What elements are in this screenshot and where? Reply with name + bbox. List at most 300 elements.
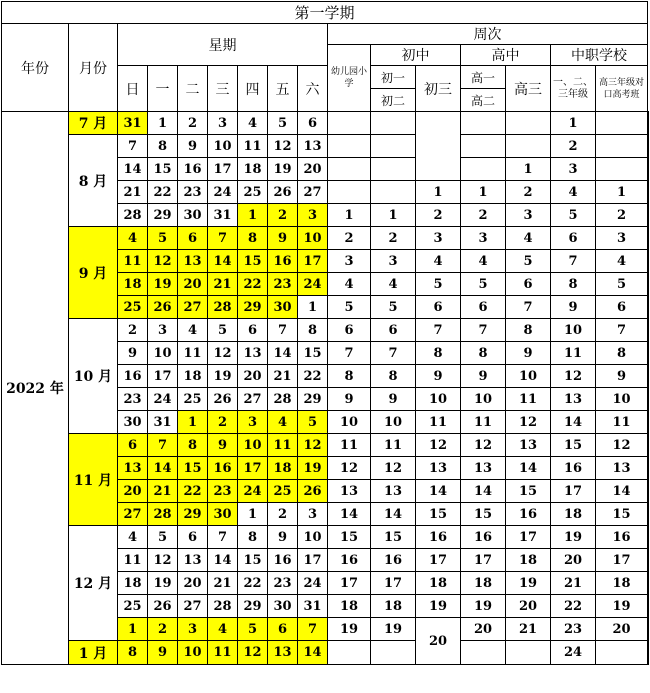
day-cell-fri: 16 <box>268 250 298 273</box>
week-cell-senior-g3: 14 <box>506 457 551 480</box>
week-cell-senior-g3: 11 <box>506 388 551 411</box>
week-cell-undefined <box>648 181 649 204</box>
table-row <box>2 135 649 158</box>
week-cell-senior-g3: 12 <box>506 411 551 434</box>
day-cell-sat: 24 <box>298 572 328 595</box>
day-cell-thu: 8 <box>238 227 268 250</box>
day-cell-wed: 14 <box>208 549 238 572</box>
week-cell-junior-g3: 3 <box>416 227 461 250</box>
day-cell-thu: 22 <box>238 273 268 296</box>
week-cell-junior-g3: 8 <box>416 342 461 365</box>
week-cell-vocational-exam-class: 18 <box>596 572 648 595</box>
week-cell-junior-g3: 6 <box>416 296 461 319</box>
day-cell-sat: 17 <box>298 250 328 273</box>
week-cell-junior-g1-g2: 14 <box>371 503 416 526</box>
day-cell-thu: 22 <box>238 572 268 595</box>
day-cell-thu: 18 <box>238 158 268 181</box>
day-cell-tue: 29 <box>178 503 208 526</box>
week-cell-vocational-g123: 22 <box>551 595 596 618</box>
day-cell-mon: 19 <box>148 572 178 595</box>
day-cell-sun: 18 <box>118 572 148 595</box>
week-cell-vocational-g123: 16 <box>551 457 596 480</box>
day-cell-mon: 28 <box>148 503 178 526</box>
week-cell-undefined <box>648 434 649 457</box>
week-cell-junior-g1-g2: 4 <box>371 273 416 296</box>
week-cell-senior-g3: 4 <box>506 227 551 250</box>
day-cell-wed: 7 <box>208 227 238 250</box>
day-cell-tue: 6 <box>178 227 208 250</box>
day-cell-mon: 5 <box>148 526 178 549</box>
kindergarten-primary-header: 幼儿园小学 <box>328 45 371 112</box>
week-cell-vocational-g123: 3 <box>551 158 596 181</box>
day-cell-sat: 12 <box>298 434 328 457</box>
week-cell-junior-g3: 9 <box>416 365 461 388</box>
week-cell-vocational-exam-class: 13 <box>596 457 648 480</box>
week-cell-vocational-g123: 13 <box>551 388 596 411</box>
week-cell-undefined <box>648 135 649 158</box>
day-cell-thu: 29 <box>238 296 268 319</box>
week-cell-vocational-g123: 5 <box>551 204 596 227</box>
week-cell-senior-g1-g2: 9 <box>461 365 506 388</box>
day-cell-mon: 15 <box>148 158 178 181</box>
week-cell-junior-g1-g2: 19 <box>371 618 416 641</box>
week-cell-vocational-exam-class: 2 <box>596 204 648 227</box>
week-cell-vocational-g123: 4 <box>551 181 596 204</box>
week-cell-kindergarten-primary <box>328 158 371 181</box>
week-cell-senior-g1-g2 <box>461 641 506 665</box>
week-cell-undefined <box>648 319 649 342</box>
day-cell-sun: 20 <box>118 480 148 503</box>
day-cell-sun: 25 <box>118 595 148 618</box>
week-cell-junior-g3: 5 <box>416 273 461 296</box>
week-cell-junior-g3: 1 <box>416 181 461 204</box>
day-cell-sun: 11 <box>118 549 148 572</box>
week-cell-junior-g3: 19 <box>416 595 461 618</box>
day-cell-thu: 25 <box>238 181 268 204</box>
day-cell-sat: 26 <box>298 480 328 503</box>
table-row <box>2 227 649 250</box>
day-cell-fri: 25 <box>268 480 298 503</box>
day-cell-thu: 24 <box>238 480 268 503</box>
week-cell-kindergarten-primary <box>328 135 371 158</box>
day-cell-mon: 31 <box>148 411 178 434</box>
table-row <box>2 319 649 342</box>
day-cell-wed: 24 <box>208 181 238 204</box>
week-cell-senior-g3: 6 <box>506 273 551 296</box>
day-cell-tue: 20 <box>178 572 208 595</box>
week-cell-vocational-exam-class <box>596 112 648 135</box>
day-cell-thu: 13 <box>238 342 268 365</box>
day-cell-wed: 21 <box>208 273 238 296</box>
week-cell-junior-g1-g2: 5 <box>371 296 416 319</box>
week-cell-vocational-exam-class: 8 <box>596 342 648 365</box>
day-cell-mon: 12 <box>148 250 178 273</box>
week-cell-kindergarten-primary: 5 <box>328 296 371 319</box>
week-cell-junior-g1-g2: 16 <box>371 549 416 572</box>
day-cell-thu: 15 <box>238 250 268 273</box>
week-cell-senior-g1-g2 <box>461 112 506 135</box>
day-cell-sun: 14 <box>118 158 148 181</box>
weekday-sat: 六 <box>298 66 328 112</box>
week-cell-junior-g3: 13 <box>416 457 461 480</box>
week-cell-senior-g3: 2 <box>506 181 551 204</box>
day-cell-mon: 26 <box>148 595 178 618</box>
week-cell-vocational-exam-class: 1 <box>596 181 648 204</box>
week-cell-vocational-g123: 21 <box>551 572 596 595</box>
day-cell-mon: 22 <box>148 181 178 204</box>
day-cell-thu: 6 <box>238 319 268 342</box>
table-row <box>2 434 649 457</box>
week-cell-senior-g1-g2: 11 <box>461 411 506 434</box>
week-cell-junior-g1-g2: 15 <box>371 526 416 549</box>
day-cell-sat: 29 <box>298 388 328 411</box>
day-cell-wed: 2 <box>208 411 238 434</box>
day-cell-fri: 26 <box>268 181 298 204</box>
day-cell-wed: 9 <box>208 434 238 457</box>
day-cell-mon: 1 <box>148 112 178 135</box>
day-cell-sat: 20 <box>298 158 328 181</box>
week-cell-vocational-g123: 14 <box>551 411 596 434</box>
day-cell-fri: 30 <box>268 595 298 618</box>
week-cell-undefined <box>648 365 649 388</box>
junior-high-header: 初中 <box>371 45 461 66</box>
day-cell-tue: 1 <box>178 411 208 434</box>
week-cell-vocational-exam-class: 6 <box>596 296 648 319</box>
week-cell-undefined <box>648 388 649 411</box>
year-label: 2022 年 <box>2 112 69 665</box>
day-cell-thu: 4 <box>238 112 268 135</box>
day-cell-mon: 14 <box>148 457 178 480</box>
week-cell-senior-g3: 16 <box>506 503 551 526</box>
week-cell-junior-g1-g2 <box>371 641 416 665</box>
day-cell-wed: 11 <box>208 641 238 665</box>
week-cell-senior-g1-g2: 1 <box>461 181 506 204</box>
week-cell-senior-g3: 9 <box>506 342 551 365</box>
day-cell-fri: 23 <box>268 572 298 595</box>
day-cell-mon: 7 <box>148 434 178 457</box>
month-label: 9 月 <box>69 227 118 319</box>
day-cell-sun: 30 <box>118 411 148 434</box>
week-cell-junior-g1-g2: 18 <box>371 595 416 618</box>
week-cell-senior-g1-g2: 17 <box>461 549 506 572</box>
week-cell-vocational-exam-class <box>596 135 648 158</box>
week-cell-senior-g1-g2 <box>461 135 506 158</box>
day-cell-sat: 8 <box>298 319 328 342</box>
week-cell-undefined <box>648 204 649 227</box>
week-cell-junior-g3: 7 <box>416 319 461 342</box>
day-cell-wed: 28 <box>208 595 238 618</box>
week-cell-senior-g1-g2: 12 <box>461 434 506 457</box>
day-cell-wed: 16 <box>208 457 238 480</box>
day-cell-wed: 21 <box>208 572 238 595</box>
day-cell-fri: 23 <box>268 273 298 296</box>
day-cell-wed: 23 <box>208 480 238 503</box>
week-cell-vocational-exam-class: 9 <box>596 365 648 388</box>
week-cell-senior-g1-g2: 19 <box>461 595 506 618</box>
month-label: 7 月 <box>69 112 118 135</box>
week-cell-junior-g1-g2: 6 <box>371 319 416 342</box>
month-label: 11 月 <box>69 434 118 526</box>
day-cell-fri: 18 <box>268 457 298 480</box>
table-row <box>2 641 649 665</box>
week-cell-undefined <box>648 641 649 665</box>
week-cell-senior-g3: 13 <box>506 434 551 457</box>
day-cell-fri: 6 <box>268 618 298 641</box>
week-cell-vocational-g123: 15 <box>551 434 596 457</box>
day-cell-thu: 29 <box>238 595 268 618</box>
weekday-wed: 三 <box>208 66 238 112</box>
day-cell-wed: 28 <box>208 296 238 319</box>
week-cell-vocational-g123: 8 <box>551 273 596 296</box>
day-cell-tue: 3 <box>178 618 208 641</box>
day-cell-fri: 5 <box>268 112 298 135</box>
week-cell-junior-g1-g2: 10 <box>371 411 416 434</box>
week-cell-kindergarten-primary <box>328 641 371 665</box>
week-cell-senior-g1-g2: 4 <box>461 250 506 273</box>
week-cell-kindergarten-primary: 4 <box>328 273 371 296</box>
day-cell-thu: 11 <box>238 135 268 158</box>
table-row <box>2 526 649 549</box>
week-cell-kindergarten-primary: 3 <box>328 250 371 273</box>
week-cell-kindergarten-primary: 14 <box>328 503 371 526</box>
week-cell-vocational-g123: 9 <box>551 296 596 319</box>
week-cell-senior-g1-g2 <box>461 158 506 181</box>
week-cell-undefined <box>648 296 649 319</box>
week-cell-junior-g3: 14 <box>416 480 461 503</box>
table-title: 第一学期 <box>2 2 648 24</box>
day-cell-tue: 16 <box>178 158 208 181</box>
day-cell-sun: 8 <box>118 641 148 665</box>
week-cell-kindergarten-primary: 8 <box>328 365 371 388</box>
day-cell-fri: 2 <box>268 503 298 526</box>
week-cell-kindergarten-primary: 11 <box>328 434 371 457</box>
day-cell-wed: 3 <box>208 112 238 135</box>
week-cell-kindergarten-primary <box>328 112 371 135</box>
week-cell-vocational-g123: 19 <box>551 526 596 549</box>
weekday-tue: 二 <box>178 66 208 112</box>
day-cell-tue: 22 <box>178 480 208 503</box>
day-cell-thu: 27 <box>238 388 268 411</box>
day-cell-fri: 19 <box>268 158 298 181</box>
day-cell-sun: 25 <box>118 296 148 319</box>
week-cell-junior-g1-g2: 9 <box>371 388 416 411</box>
week-cell-vocational-exam-class: 14 <box>596 480 648 503</box>
day-cell-mon: 9 <box>148 641 178 665</box>
month-header: 月份 <box>69 24 118 112</box>
day-cell-sat: 22 <box>298 365 328 388</box>
day-cell-tue: 11 <box>178 342 208 365</box>
day-cell-sat: 15 <box>298 342 328 365</box>
week-cell-junior-g1-g2: 2 <box>371 227 416 250</box>
day-cell-sat: 6 <box>298 112 328 135</box>
day-cell-thu: 12 <box>238 641 268 665</box>
week-cell-kindergarten-primary: 18 <box>328 595 371 618</box>
vocational-grades-header: 一、二、三年级 <box>551 66 596 112</box>
day-cell-sun: 1 <box>118 618 148 641</box>
week-cell-senior-g3: 21 <box>506 618 551 641</box>
day-cell-sat: 14 <box>298 641 328 665</box>
day-cell-wed: 10 <box>208 135 238 158</box>
day-cell-thu: 10 <box>238 434 268 457</box>
week-cell-junior-g3: 4 <box>416 250 461 273</box>
week-cell-undefined <box>648 158 649 181</box>
day-cell-tue: 30 <box>178 204 208 227</box>
week-cell-kindergarten-primary <box>328 181 371 204</box>
day-cell-fri: 4 <box>268 411 298 434</box>
day-cell-sun: 18 <box>118 273 148 296</box>
week-cell-senior-g1-g2: 13 <box>461 457 506 480</box>
week-cell-senior-g1-g2: 14 <box>461 480 506 503</box>
day-cell-wed: 7 <box>208 526 238 549</box>
junior-grade3-header: 初三 <box>416 66 461 112</box>
day-cell-sun: 11 <box>118 250 148 273</box>
day-cell-thu: 5 <box>238 618 268 641</box>
day-cell-sun: 16 <box>118 365 148 388</box>
week-cell-junior-g1-g2: 8 <box>371 365 416 388</box>
week-cell-undefined <box>648 549 649 572</box>
week-cell-senior-g1-g2: 2 <box>461 204 506 227</box>
week-cell-undefined <box>648 526 649 549</box>
day-cell-sat: 17 <box>298 549 328 572</box>
week-cell-vocational-exam-class: 12 <box>596 434 648 457</box>
day-cell-wed: 19 <box>208 365 238 388</box>
week-cell-senior-g3 <box>506 135 551 158</box>
day-cell-mon: 17 <box>148 365 178 388</box>
day-cell-mon: 10 <box>148 342 178 365</box>
day-cell-thu: 20 <box>238 365 268 388</box>
month-label: 1 月 <box>69 641 118 665</box>
week-cell-undefined <box>648 227 649 250</box>
year-header: 年份 <box>2 24 69 112</box>
week-cell-junior-g1-g2: 1 <box>371 204 416 227</box>
day-cell-sat: 24 <box>298 273 328 296</box>
day-cell-sat: 3 <box>298 204 328 227</box>
day-cell-fri: 9 <box>268 526 298 549</box>
week-cell-vocational-g123: 7 <box>551 250 596 273</box>
day-cell-fri: 9 <box>268 227 298 250</box>
week-cell-junior-g3: 2 <box>416 204 461 227</box>
day-cell-tue: 13 <box>178 549 208 572</box>
table-row <box>2 112 649 135</box>
week-cell-senior-g3: 17 <box>506 526 551 549</box>
day-cell-mon: 8 <box>148 135 178 158</box>
week-cell-vocational-exam-class: 4 <box>596 250 648 273</box>
day-cell-fri: 11 <box>268 434 298 457</box>
week-cell-junior-g1-g2: 11 <box>371 434 416 457</box>
week-cell-junior-g1-g2 <box>371 135 416 158</box>
day-cell-wed: 17 <box>208 158 238 181</box>
week-cell-senior-g1-g2: 15 <box>461 503 506 526</box>
day-cell-wed: 14 <box>208 250 238 273</box>
week-cell-senior-g1-g2: 8 <box>461 342 506 365</box>
week-cell-undefined <box>648 342 649 365</box>
week-cell-kindergarten-primary: 6 <box>328 319 371 342</box>
week-cell-junior-g3: 10 <box>416 388 461 411</box>
day-cell-tue: 23 <box>178 181 208 204</box>
day-cell-tue: 2 <box>178 112 208 135</box>
week-cell-kindergarten-primary: 17 <box>328 572 371 595</box>
week-cell-junior-g1-g2: 12 <box>371 457 416 480</box>
week-cell-junior-g3 <box>416 112 461 181</box>
day-cell-sat: 10 <box>298 227 328 250</box>
day-cell-fri: 13 <box>268 641 298 665</box>
week-cell-kindergarten-primary: 2 <box>328 227 371 250</box>
week-cell-junior-g3: 16 <box>416 526 461 549</box>
school-calendar-table <box>1 1 649 665</box>
day-cell-sun: 6 <box>118 434 148 457</box>
day-cell-fri: 16 <box>268 549 298 572</box>
week-cell-junior-g3: 17 <box>416 549 461 572</box>
week-cell-vocational-g123: 1 <box>551 112 596 135</box>
day-cell-wed: 30 <box>208 503 238 526</box>
week-cell-senior-g3: 18 <box>506 549 551 572</box>
day-cell-wed: 26 <box>208 388 238 411</box>
day-cell-thu: 3 <box>238 411 268 434</box>
week-cell-senior-g3: 5 <box>506 250 551 273</box>
day-cell-sat: 19 <box>298 457 328 480</box>
weekday-fri: 五 <box>268 66 298 112</box>
day-cell-sat: 10 <box>298 526 328 549</box>
week-cell-kindergarten-primary: 1 <box>328 204 371 227</box>
day-cell-mon: 26 <box>148 296 178 319</box>
week-cell-kindergarten-primary: 16 <box>328 549 371 572</box>
week-cell-senior-g3: 3 <box>506 204 551 227</box>
week-cell-junior-g3: 12 <box>416 434 461 457</box>
week-cell-senior-g1-g2: 18 <box>461 572 506 595</box>
week-cell-undefined <box>648 411 649 434</box>
week-cell-junior-g3: 15 <box>416 503 461 526</box>
day-cell-tue: 27 <box>178 296 208 319</box>
week-count-header: 周次 <box>328 24 648 45</box>
day-cell-wed: 12 <box>208 342 238 365</box>
day-cell-wed: 31 <box>208 204 238 227</box>
weekday-sun: 日 <box>118 66 148 112</box>
week-cell-senior-g1-g2: 16 <box>461 526 506 549</box>
week-cell-vocational-exam-class <box>596 641 648 665</box>
day-cell-mon: 12 <box>148 549 178 572</box>
day-cell-sat: 1 <box>298 296 328 319</box>
day-cell-mon: 21 <box>148 480 178 503</box>
week-cell-vocational-g123: 20 <box>551 549 596 572</box>
day-cell-sun: 23 <box>118 388 148 411</box>
week-cell-junior-g3: 18 <box>416 572 461 595</box>
day-cell-mon: 29 <box>148 204 178 227</box>
month-label: 8 月 <box>69 135 118 227</box>
day-cell-tue: 25 <box>178 388 208 411</box>
week-cell-vocational-g123: 12 <box>551 365 596 388</box>
week-cell-vocational-g123: 23 <box>551 618 596 641</box>
week-cell-kindergarten-primary: 10 <box>328 411 371 434</box>
weekday-group-header: 星期 <box>118 24 328 66</box>
day-cell-mon: 2 <box>148 618 178 641</box>
day-cell-fri: 21 <box>268 365 298 388</box>
day-cell-thu: 17 <box>238 457 268 480</box>
week-cell-undefined <box>648 572 649 595</box>
day-cell-mon: 24 <box>148 388 178 411</box>
week-cell-senior-g1-g2: 5 <box>461 273 506 296</box>
week-cell-vocational-exam-class: 19 <box>596 595 648 618</box>
day-cell-fri: 2 <box>268 204 298 227</box>
senior-grade1-header: 高一 <box>461 66 506 89</box>
week-cell-junior-g1-g2 <box>371 112 416 135</box>
day-cell-sun: 21 <box>118 181 148 204</box>
day-cell-fri: 12 <box>268 135 298 158</box>
day-cell-sun: 13 <box>118 457 148 480</box>
week-cell-vocational-exam-class: 7 <box>596 319 648 342</box>
day-cell-tue: 10 <box>178 641 208 665</box>
week-cell-senior-g3 <box>506 641 551 665</box>
day-cell-tue: 4 <box>178 319 208 342</box>
